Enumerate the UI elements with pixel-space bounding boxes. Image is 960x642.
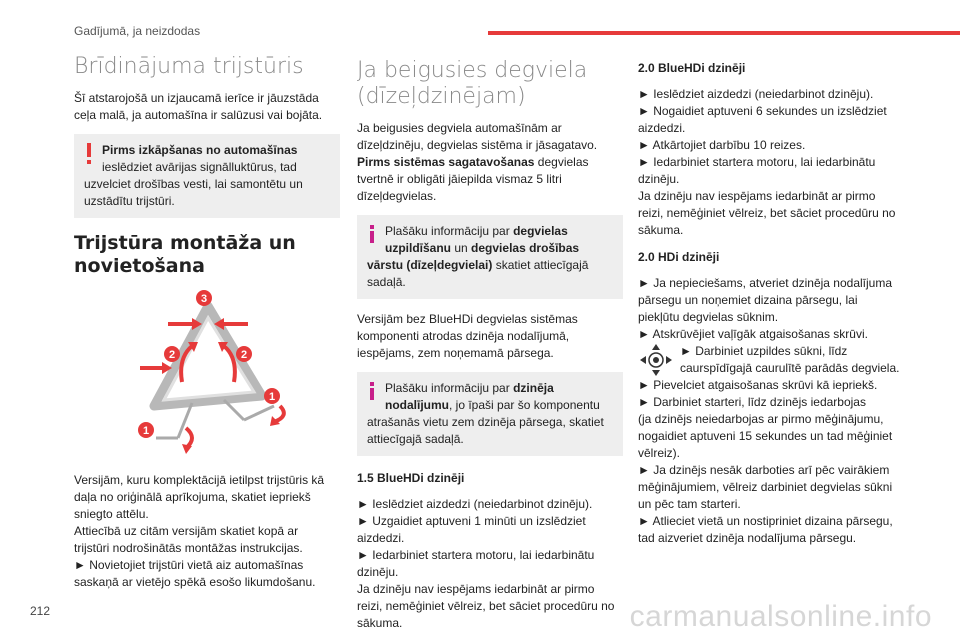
bold-text: degvielas bbox=[513, 224, 568, 238]
step-line: ► Iedarbiniet startera motoru, lai iedarbinātu bbox=[357, 548, 595, 562]
section-title-warning-triangle: Brīdinājuma trijstūris bbox=[74, 54, 304, 79]
heading-line: Ja beigusies degviela bbox=[357, 58, 588, 83]
svg-text:1: 1 bbox=[142, 425, 150, 437]
bold-text: dzinēja bbox=[513, 381, 554, 395]
bold-text: uzpildīšanu bbox=[385, 241, 451, 255]
info-line: atrašanās vietu zem dzinēja pārsega, skatiet bbox=[367, 415, 604, 429]
text: Plašāku informāciju par bbox=[385, 381, 510, 395]
warning-line: ieslēdziet avārijas signālluktūrus, tad bbox=[102, 160, 297, 174]
marker-2-right bbox=[236, 346, 252, 362]
step-line: reizi, nemēģiniet vēlreiz, bet sāciet procedūru no bbox=[638, 206, 896, 220]
text-line: iespējams, zem noņemamā pārsega. bbox=[357, 346, 554, 360]
step-line: sākuma. bbox=[638, 223, 684, 237]
info-line bbox=[367, 397, 613, 414]
text-line: komponenti atrodas dzinēja nodalījumā, bbox=[357, 329, 570, 343]
bold-text: degvielas drošības bbox=[471, 241, 580, 255]
steps-2-0-bluehdi bbox=[638, 86, 904, 239]
step-line: reizi, nemēģiniet vēlreiz, bet sāciet procedūru no bbox=[357, 599, 615, 613]
step-line: ► Darbiniet starteri, līdz dzinējs iedarbojas bbox=[638, 395, 866, 409]
step-line: nogaidiet aptuveni 15 sekundes un tad mēģiniet bbox=[638, 429, 893, 443]
warning-exclamation-icon bbox=[85, 143, 93, 165]
info-line: attiecīgajā sadaļā. bbox=[367, 432, 464, 446]
heading-line: (dīzeļdzinējam) bbox=[357, 84, 526, 109]
fuel-paragraph bbox=[357, 120, 623, 205]
text-line: dīzeļdzinēju, degvielas sistēma ir jāsagatavo. bbox=[357, 138, 598, 152]
info-icon bbox=[368, 225, 376, 243]
step-line: ► Ieslēdziet aizdedzi (neiedarbinot dzinēju). bbox=[638, 87, 874, 101]
step-line: caurspīdīgajā caurulītē parādās degviela. bbox=[680, 361, 900, 375]
header-title: Gadījumā, ja neizdodas bbox=[74, 24, 201, 38]
info-box-refuelling bbox=[357, 215, 623, 299]
step-line: ► Atskrūvējiet vaļīgāk atgaisošanas skrūvi. bbox=[638, 327, 868, 341]
marker-2-left bbox=[164, 346, 180, 362]
text-line: ceļa malā, ja automašīna ir salūzusi vai bojāta. bbox=[74, 108, 323, 122]
svg-text:2: 2 bbox=[168, 349, 176, 361]
subheading-2-0-bluehdi: 2.0 BlueHDi dzinēji bbox=[638, 61, 746, 75]
column-1 bbox=[74, 54, 340, 601]
step-line: ► Ja nepieciešams, atveriet dzinēja nodalījuma bbox=[638, 276, 893, 290]
heading-line: Trijstūra montāža un bbox=[74, 232, 296, 254]
text: , jo īpaši par šo komponentu bbox=[449, 398, 600, 412]
subheading-2-0-hdi: 2.0 HDi dzinēji bbox=[638, 250, 720, 264]
steps-1-5-bluehdi bbox=[357, 496, 623, 632]
step-line: dzinēju. bbox=[638, 172, 680, 186]
step-line: dzinēju. bbox=[357, 565, 399, 579]
step-line: ► Darbiniet uzpildes sūkni, līdz bbox=[680, 344, 848, 358]
step-line: Ja dzinēju nav iespējams iedarbināt ar pirmo bbox=[357, 582, 595, 596]
step-line: aizdedzi. bbox=[357, 531, 405, 545]
info-line bbox=[367, 240, 613, 257]
text-line: Šī atstarojošā un izjaucamā ierīce ir jāuzstāda bbox=[74, 91, 319, 105]
step-line: Ja dzinēju nav iespējams iedarbināt ar pirmo bbox=[638, 189, 876, 203]
subheading-1-5-bluehdi: 1.5 BlueHDi dzinēji bbox=[357, 471, 465, 485]
bold-text: Pirms sistēmas sagatavošanas bbox=[357, 155, 535, 169]
steps-2-0-hdi bbox=[638, 275, 904, 547]
text: degvielas bbox=[537, 155, 589, 169]
info-line bbox=[367, 257, 613, 274]
svg-text:3: 3 bbox=[200, 293, 208, 305]
step-line: ► Novietojiet trijstūri vietā aiz automašīnas bbox=[74, 558, 304, 572]
page-number: 212 bbox=[30, 604, 51, 618]
warning-triangle-illustration bbox=[74, 288, 340, 458]
text-line: Versijām, kuru komplektācijā ietilpst trijstūris kā bbox=[74, 473, 325, 487]
text-line: tvertnē ir obligāti jāiepilda vismaz 5 litri bbox=[357, 172, 562, 186]
text-line: daļa no oriģinālā aprīkojuma, skatiet iepriekš bbox=[74, 490, 311, 504]
step-line: ► Nogaidiet aptuveni 6 sekundes un izslēdziet bbox=[638, 104, 887, 118]
step-line: saskaņā ar vietējo spēkā esošo likumdošanu. bbox=[74, 575, 316, 589]
warning-box bbox=[74, 134, 340, 218]
step-line: tad aizveriet dzinēja nodalījuma pārsegu. bbox=[638, 531, 857, 545]
text-line: Attiecībā uz citām versijām skatiet kopā ar bbox=[74, 524, 299, 538]
svg-text:2: 2 bbox=[240, 349, 248, 361]
step-line: ► Uzgaidiet aptuveni 1 minūti un izslēdziet bbox=[357, 514, 586, 528]
step-line: (ja dzinējs neiedarbojas ar pirmo mēģinājumu, bbox=[638, 412, 884, 426]
step-line: aizdedzi. bbox=[638, 121, 686, 135]
warning-heading: Pirms izkāpšanas no automašīnas bbox=[102, 143, 298, 157]
bold-text: nodalījumu bbox=[385, 398, 449, 412]
warning-line: uzstādītu trijstūri. bbox=[84, 194, 175, 208]
step-line: piekļūtu degvielas sūknim. bbox=[638, 310, 779, 324]
watermark: carmanualsonline.info bbox=[629, 600, 932, 633]
info-box-engine-compartment bbox=[357, 372, 623, 456]
step-line: mēģinājumiem, vēlreiz darbiniet degvielas sūkni bbox=[638, 480, 893, 494]
column-2 bbox=[357, 54, 623, 642]
step-line: ► Atlieciet vietā un nostipriniet dizaina pārsegu, bbox=[638, 514, 893, 528]
header-accent-bar bbox=[488, 31, 960, 35]
text: Plašāku informāciju par bbox=[385, 224, 510, 238]
step-line: un pēc tam starteri. bbox=[638, 497, 741, 511]
info-line bbox=[367, 223, 613, 240]
priming-pump-icon bbox=[638, 343, 674, 377]
step-line: ► Iedarbiniet startera motoru, lai iedarbinātu bbox=[638, 155, 876, 169]
marker-1-right bbox=[264, 388, 280, 404]
marker-1-left bbox=[138, 422, 154, 438]
text-line: sniegto attēlu. bbox=[74, 507, 149, 521]
info-icon bbox=[368, 382, 376, 400]
text-line bbox=[357, 154, 623, 171]
step-line: ► Atkārtojiet darbību 10 reizes. bbox=[638, 138, 806, 152]
text-line: dīzeļdegvielas. bbox=[357, 189, 437, 203]
versions-paragraph bbox=[357, 311, 623, 362]
step-line: pārsegu un noņemiet dizaina pārsegu, lai bbox=[638, 293, 858, 307]
step-line: ► Ja dzinējs nesāk darboties arī pēc vairākiem bbox=[638, 463, 890, 477]
step-line: ► Pievelciet atgaisošanas skrūvi kā iepriekš. bbox=[638, 378, 878, 392]
text: un bbox=[454, 241, 468, 255]
text: skatiet attiecīgajā bbox=[495, 258, 589, 272]
body-paragraph bbox=[74, 472, 340, 591]
step-line: vēlreiz). bbox=[638, 446, 681, 460]
column-3 bbox=[638, 54, 904, 557]
text-line: trijstūri nodrošinātās montāžas instrukcijas. bbox=[74, 541, 303, 555]
triangle-diagram bbox=[74, 288, 340, 458]
step-line: sākuma. bbox=[357, 616, 403, 630]
info-line: sadaļā. bbox=[367, 275, 406, 289]
pump-step bbox=[638, 343, 904, 377]
section-title-assembly bbox=[74, 232, 340, 278]
step-line: ► Ieslēdziet aizdedzi (neiedarbinot dzinēju). bbox=[357, 497, 593, 511]
text-line: Versijām bez BlueHDi degvielas sistēmas bbox=[357, 312, 578, 326]
bold-text: vārstu (dīzeļdegvielai) bbox=[367, 258, 493, 272]
section-title-out-of-fuel bbox=[357, 58, 623, 110]
marker-3 bbox=[196, 290, 212, 306]
heading-line: novietošana bbox=[74, 255, 205, 277]
info-line bbox=[367, 380, 613, 397]
warning-line: uzvelciet drošības vesti, lai samontētu un bbox=[84, 177, 303, 191]
text-line: Ja beigusies degviela automašīnām ar bbox=[357, 121, 562, 135]
intro-paragraph bbox=[74, 90, 340, 124]
svg-text:1: 1 bbox=[268, 391, 276, 403]
